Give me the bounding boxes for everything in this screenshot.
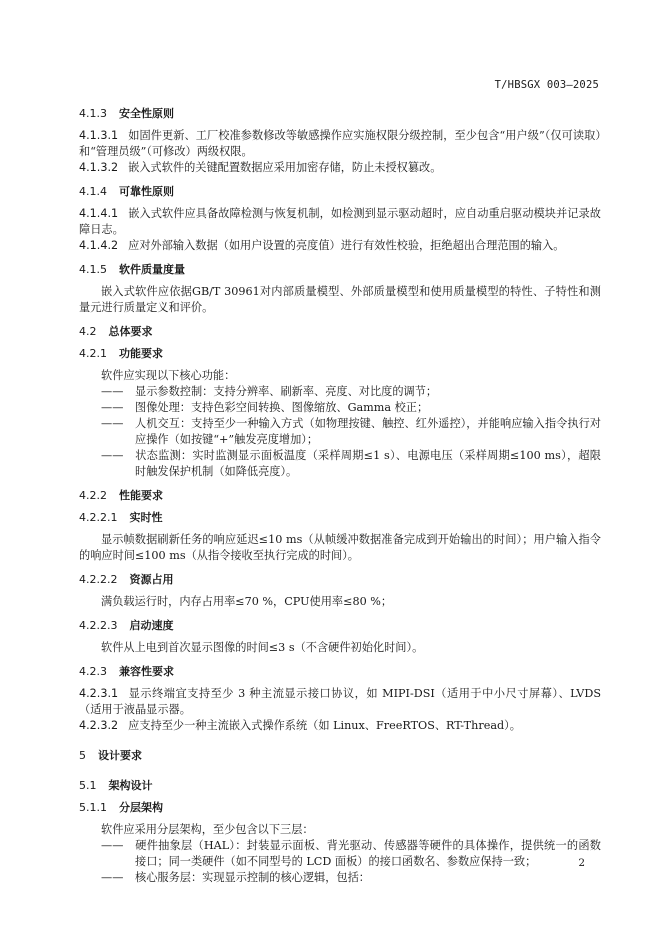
heading-4-2-2: [79, 488, 601, 504]
section-number: 5.1.1: [79, 801, 107, 814]
paragraph-4-2-2-2: 满负载运行时，内存占用率≤70 %，CPU使用率≤80 %；: [101, 595, 393, 608]
list-intro: 软件应采用分层架构，至少包含以下三层：: [101, 823, 314, 836]
section-number: 4.2.3: [79, 665, 107, 678]
clause-text: 显示终端宜支持至少 3 种主流显示接口协议，如 MIPI-DSI（适用于中小尺寸屏幕）、LVDS（适用于液晶显示器。: [79, 687, 601, 716]
dash-marker: ——: [101, 839, 124, 852]
section-title: 总体要求: [108, 325, 153, 338]
list-item-text: 硬件抽象层（HAL）：封装显示面板、背光驱动、传感器等硬件的具体操作，提供统一的函数接口；同一类硬件（如不同型号的 LCD 面板）的接口函数名、参数应保持一致；: [135, 839, 601, 868]
section-number: 4.1.4: [79, 185, 107, 198]
heading-5: [79, 748, 601, 764]
dash-marker: ——: [101, 449, 124, 462]
dash-marker: ——: [101, 871, 124, 884]
section-title: 实时性: [129, 511, 163, 524]
list-intro: 软件应实现以下核心功能：: [101, 369, 236, 382]
heading-4-2-3: [79, 664, 601, 680]
clause-text: 嵌入式软件的关键配置数据应采用加密存储，防止未授权篡改。: [128, 161, 442, 174]
section-number: 5.1: [79, 779, 97, 792]
paragraph-4-2-2-3: 软件从上电到首次显示图像的时间≤3 s（不含硬件初始化时间）。: [101, 641, 424, 654]
section-title: 安全性原则: [119, 107, 174, 120]
list-item-text: 人机交互：支持至少一种输入方式（如物理按键、触控、红外遥控），并能响应输入指令执行对应操作（如按键“+”触发亮度增加）；: [135, 417, 601, 446]
list-item-text: 状态监测：实时监测显示面板温度（采样周期≤1 s）、电源电压（采样周期≤100 ms），超限时触发保护机制（如降低亮度）。: [135, 449, 601, 478]
clause-4-1-3-1: [79, 128, 601, 160]
heading-5-1: [79, 778, 601, 794]
dash-marker: ——: [101, 385, 124, 398]
heading-4-2-2-3: [79, 618, 601, 634]
section-title: 启动速度: [129, 619, 174, 632]
section-number: 4.1.3: [79, 107, 107, 120]
clause-number: 4.1.4.2: [79, 239, 119, 252]
section-number: 4.2.2: [79, 489, 107, 502]
heading-4-2-2-2: [79, 572, 601, 588]
section-number: 4.2.1: [79, 347, 107, 360]
list-item: [79, 384, 601, 400]
section-title: 设计要求: [98, 749, 142, 762]
list-item: [79, 448, 601, 480]
clause-text: 应支持至少一种主流嵌入式操作系统（如 Linux、FreeRTOS、RT-Thread）。: [128, 719, 521, 732]
list-item: [79, 870, 601, 886]
clause-text: 如固件更新、工厂校准参数修改等敏感操作应实施权限分级控制，至少包含“用户级”（仅可读取）和“管理员级”（可修改）两级权限。: [79, 129, 601, 158]
section-number: 4.1.5: [79, 263, 107, 276]
section-number: 4.2.2.2: [79, 573, 118, 586]
section-title: 兼容性要求: [119, 665, 174, 678]
clause-number: 4.2.3.1: [79, 687, 119, 700]
list-item-text: 核心服务层：实现显示控制的核心逻辑，包括：: [135, 871, 370, 884]
list-item-text: 图像处理：支持色彩空间转换、图像缩放、Gamma 校正；: [135, 401, 429, 414]
clause-number: 4.1.3.1: [79, 129, 119, 142]
heading-4-2-1: [79, 346, 601, 362]
dash-marker: ——: [101, 401, 124, 414]
section-number: 4.2: [79, 325, 97, 338]
clause-number: 4.1.4.1: [79, 207, 119, 220]
section-number: 4.2.2.1: [79, 511, 118, 524]
page-number: 2: [578, 857, 585, 869]
clause-text: 应对外部输入数据（如用户设置的亮度值）进行有效性校验，拒绝超出合理范围的输入。: [128, 239, 565, 252]
section-title: 资源占用: [129, 573, 174, 586]
section-title: 性能要求: [119, 489, 163, 502]
clause-4-1-4-1: [79, 206, 601, 238]
list-item: [79, 400, 601, 416]
list-item: [79, 838, 601, 870]
section-title: 软件质量度量: [119, 263, 185, 276]
heading-4-2-2-1: [79, 510, 601, 526]
document-body: [79, 106, 601, 886]
clause-number: 4.2.3.2: [79, 719, 119, 732]
clause-text: 嵌入式软件应具备故障检测与恢复机制，如检测到显示驱动超时，应自动重启驱动模块并记录故障日志。: [79, 207, 601, 236]
clause-4-2-3-2: [79, 718, 601, 734]
clause-number: 4.1.3.2: [79, 161, 119, 174]
section-title: 可靠性原则: [119, 185, 174, 198]
section-number: 5: [79, 749, 86, 762]
section-title: 功能要求: [119, 347, 163, 360]
paragraph-4-2-2-1: 显示帧数据刷新任务的响应延迟≤10 ms（从帧缓冲数据准备完成到开始输出的时间）；用户输入指令的响应时间≤100 ms（从指令接收至执行完成的时间）。: [79, 533, 601, 562]
heading-5-1-1: [79, 800, 601, 816]
heading-4-1-3: [79, 106, 601, 122]
section-number: 4.2.2.3: [79, 619, 118, 632]
heading-4-1-4: [79, 184, 601, 200]
list-item-text: 显示参数控制：支持分辨率、刷新率、亮度、对比度的调节；: [135, 385, 438, 398]
section-title: 架构设计: [108, 779, 153, 792]
section-title: 分层架构: [119, 801, 163, 814]
clause-4-2-3-1: [79, 686, 601, 718]
heading-4-2: [79, 324, 601, 340]
clause-4-1-3-2: [79, 160, 601, 176]
paragraph-4-1-5: 嵌入式软件应依据GB/T 30961对内部质量模型、外部质量模型和使用质量模型的特性、子特性和测量元进行质量定义和评价。: [79, 285, 601, 314]
heading-4-1-5: [79, 262, 601, 278]
clause-4-1-4-2: [79, 238, 601, 254]
dash-marker: ——: [101, 417, 124, 430]
document-code: T/HBSGX 003—2025: [494, 79, 599, 91]
list-item: [79, 416, 601, 448]
